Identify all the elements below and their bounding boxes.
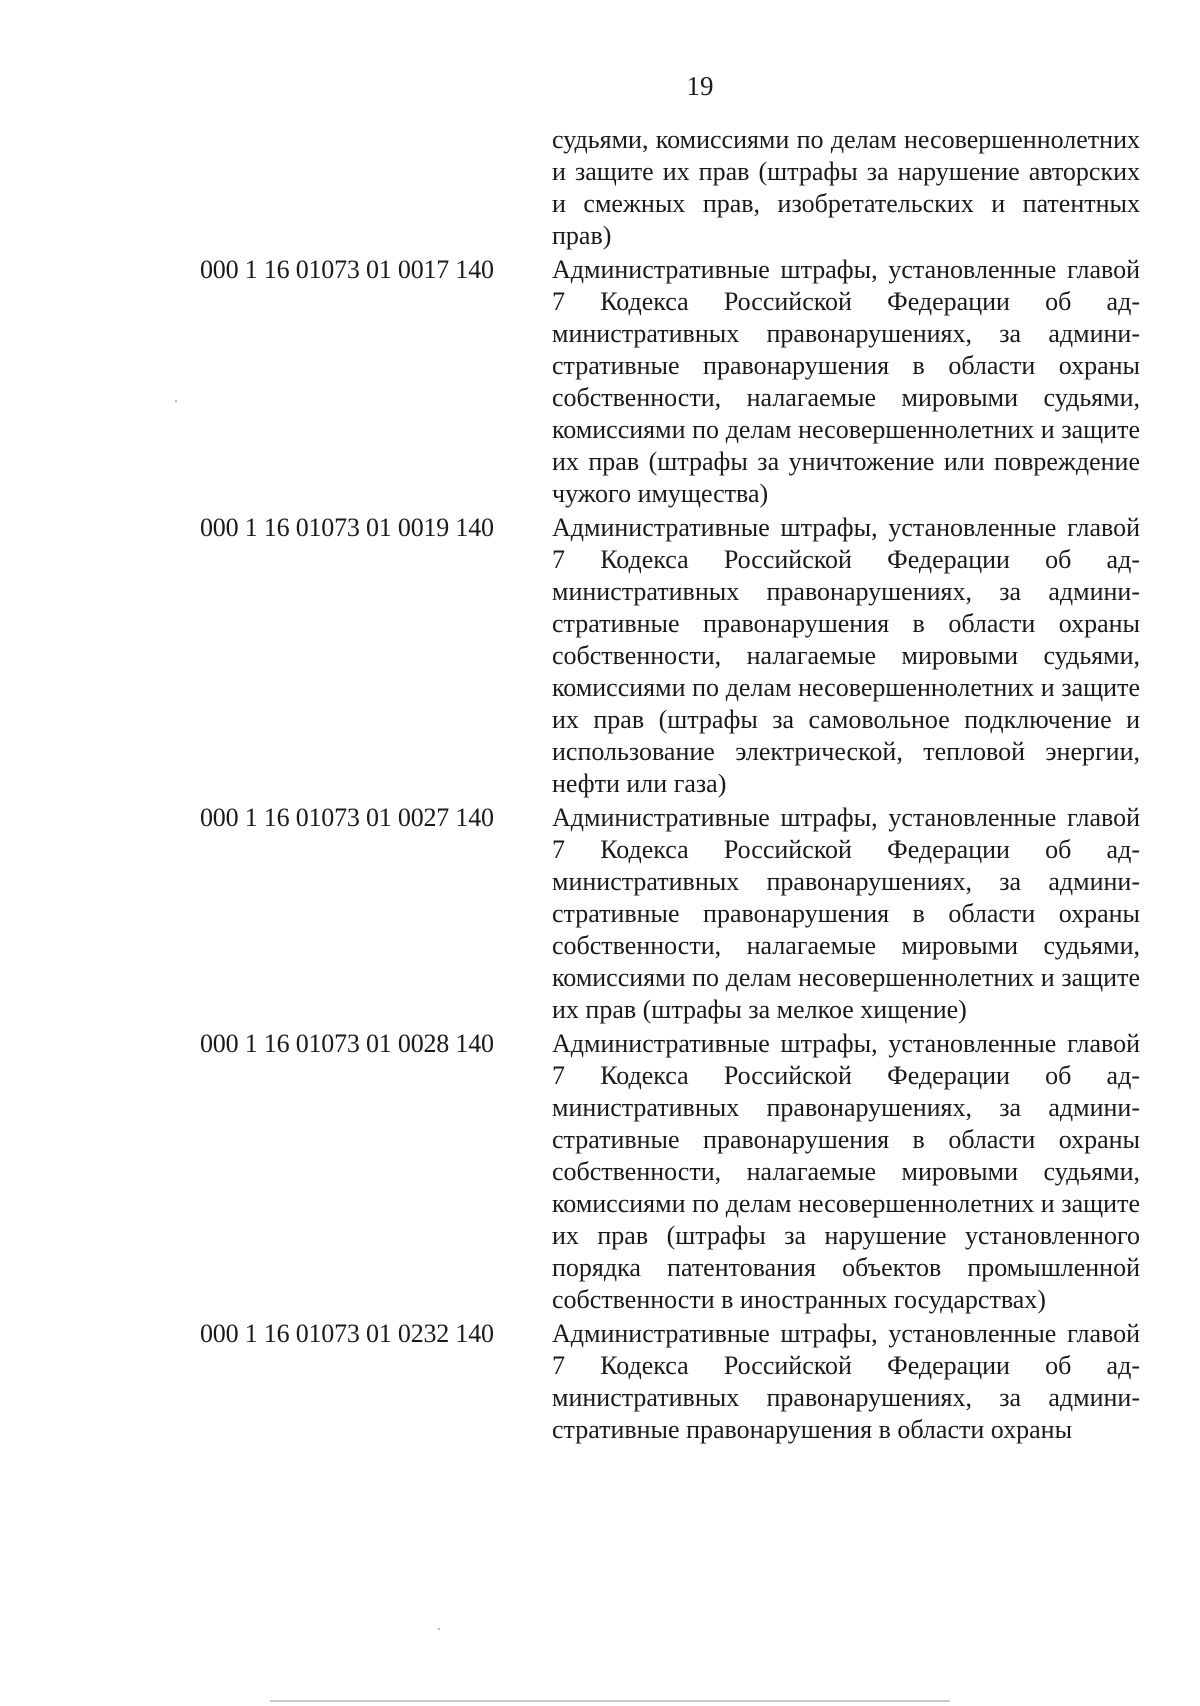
description-cell: Административные штрафы, установленные главой 7 Кодекса Российской Федерации об административных правонарушениях, за административные правонарушения в области охраны собственности, налагаемые мировыми судьями, комиссиями по делам несовершеннолетних и защите их прав (штрафы за мелкое хищение)	[552, 803, 1140, 1024]
description-cell: судьями, комиссиями по делам несовершеннолетних и защите их прав (штрафы за нарушение авторских и смежных прав, изобретательских и патентных прав)	[552, 125, 1140, 250]
scan-artifact-mark	[175, 400, 177, 402]
description-cell: Административные штрафы, установленные главой 7 Кодекса Российской Федерации об административных правонарушениях, за административные правонарушения в области охраны	[552, 1319, 1140, 1444]
budget-code-cell: 000 1 16 01073 01 0017 140	[200, 255, 494, 284]
description-cell: Административные штрафы, установленные главой 7 Кодекса Российской Федерации об административных правонарушениях, за административные правонарушения в области охраны собственности, налагаемые мировыми судьями, комиссиями по делам несовершеннолетних и защите их прав (штрафы за самовольное подключение и использование электрической, тепловой энергии, нефти или газа)	[552, 513, 1140, 798]
table-row	[200, 1028, 1140, 1316]
scan-bottom-edge	[270, 1700, 950, 1702]
fines-table	[200, 124, 1140, 1446]
description-cell: Административные штрафы, установленные главой 7 Кодекса Российской Федерации об административных правонарушениях, за административные правонарушения в области охраны собственности, налагаемые мировыми судьями, комиссиями по делам несовершеннолетних и защите их прав (штрафы за нарушение установленного порядка патентования объектов промышленной собственности в иностранных государствах)	[552, 1029, 1140, 1314]
table-row	[200, 254, 1140, 510]
budget-code-cell: 000 1 16 01073 01 0019 140	[200, 513, 494, 542]
budget-code-cell: 000 1 16 01073 01 0027 140	[200, 803, 494, 832]
table-row	[200, 802, 1140, 1026]
table-row	[200, 512, 1140, 800]
budget-code-cell: 000 1 16 01073 01 0028 140	[200, 1029, 494, 1058]
description-cell: Административные штрафы, установленные главой 7 Кодекса Российской Федерации об административных правонарушениях, за административные правонарушения в области охраны собственности, налагаемые мировыми судьями, комиссиями по делам несовершеннолетних и защите их прав (штрафы за уничтожение или повреждение чужого имущества)	[552, 255, 1140, 508]
table-row	[200, 1318, 1140, 1446]
scan-artifact-mark	[438, 1628, 440, 1630]
page-number: 19	[686, 71, 714, 101]
budget-code-cell: 000 1 16 01073 01 0232 140	[200, 1319, 494, 1348]
table-row-continuation	[200, 124, 1140, 252]
